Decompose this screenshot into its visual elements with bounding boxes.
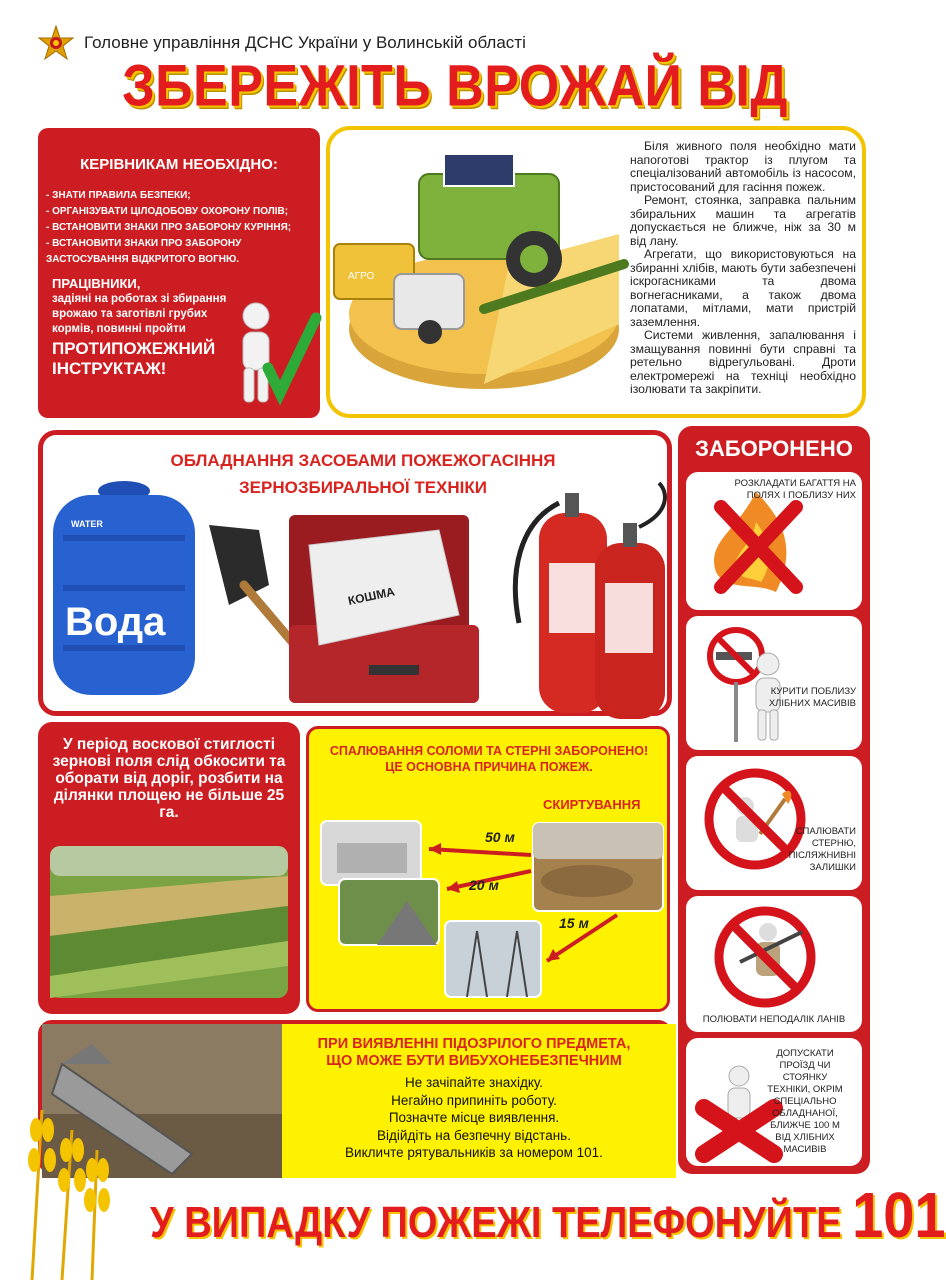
emergency-call-banner	[150, 1177, 946, 1252]
forbidden-caption: ДОПУСКАТИ ПРОЇЗД ЧИ СТОЯНКУ ТЕХНІКИ, ОКРІМ СПЕЦІАЛЬНО ОБЛАДНАНОЇ, БЛИЖЧЕ 100 М ВІД ХЛІБНИХ МАСИВІВ	[767, 1048, 843, 1155]
list-item: - ЗНАТИ ПРАВИЛА БЕЗПЕКИ;	[46, 190, 191, 201]
straw-title-line: СПАЛЮВАННЯ СОЛОМИ ТА СТЕРНІ ЗАБОРОНЕНО!	[329, 744, 649, 758]
forbidden-caption: КУРИТИ ПОБЛИЗУ ХЛІБНИХ МАСИВІВ	[768, 686, 856, 709]
info-paragraph: Системи живлення, запалювання і змащування повинні бути справні та ретельно відрегульовані. Дроти електромережі на техніці необхідно ізолювати та закріпити.	[630, 328, 856, 396]
emergency-call-text: У ВИПАДКУ ПОЖЕЖІ ТЕЛЕФОНУЙТЕ	[150, 1198, 842, 1248]
wheat-ears-icon	[2, 1090, 122, 1280]
emergency-number: 101	[852, 1178, 946, 1251]
forbidden-item	[686, 616, 862, 750]
water-tank-icon	[49, 475, 199, 705]
forbidden-caption: СПАЛЮВАТИ СТЕРНЮ, ПІСЛЯЖНИВНІ ЗАЛИШКИ	[788, 826, 856, 873]
forbidden-item	[686, 1038, 862, 1166]
no-hunting-icon	[710, 902, 820, 1012]
fire-blanket-bag-icon	[289, 505, 489, 705]
forbidden-caption: РОЗКЛАДАТИ БАГАТТЯ НА ПОЛЯХ І ПОБЛИЗУ НИХ	[734, 478, 856, 501]
wax-ripeness-box	[38, 722, 300, 1014]
list-item: - ОРГАНІЗУВАТИ ЦІЛОДОБОВУ ОХОРОНУ ПОЛІВ;	[46, 206, 289, 217]
list-item: - ВСТАНОВИТИ ЗНАКИ ПРО ЗАБОРОНУ КУРІННЯ;	[46, 222, 292, 233]
forbidden-item	[686, 472, 862, 610]
list-item: Не зачіпайте знахідку.	[404, 1075, 544, 1090]
forbidden-title: ЗАБОРОНЕНО	[695, 436, 853, 461]
list-item: - ВСТАНОВИТИ ЗНАКИ ПРО ЗАБОРОНУ ЗАСТОСУВАННЯ ВІДКРИТОГО ВОГНЮ.	[46, 238, 242, 265]
wax-ripeness-text: У період воскової стиглості зернові поля слід обкосити та оборати від доріг, розбити на ділянки площею не більше 25 га.	[52, 736, 286, 821]
blanket-label: КОШМА	[346, 584, 396, 608]
distance-label: 15 м	[559, 915, 589, 931]
combine-harvester-icon	[334, 144, 630, 406]
list-item: Відійдіть на безпечну відстань.	[377, 1127, 571, 1143]
organization-name: Головне управління ДСНС України у Волинській області	[84, 33, 526, 52]
forbidden-item	[686, 896, 862, 1032]
no-smoking-icon	[696, 624, 816, 744]
harvest-info-box	[326, 126, 866, 418]
equipment-box	[38, 430, 672, 716]
info-paragraph: Біля живного поля необхідно мати напоготові трактор із плугом та спеціалізований автомобіль із насосом, пристосований для гасіння пожеж.	[630, 139, 856, 194]
suspicious-object-box	[38, 1020, 672, 1174]
suspicious-steps	[284, 1074, 664, 1162]
page-title: ЗБЕРЕЖІТЬ ВРОЖАЙ ВІД	[122, 53, 788, 119]
straw-title	[315, 743, 663, 775]
person-checkmark-icon	[218, 298, 318, 413]
suspicious-title-line: ПРИ ВИЯВЛЕННІ ПІДОЗРІЛОГО ПРЕДМЕТА,	[317, 1036, 631, 1052]
managers-list	[46, 188, 316, 268]
info-paragraph: Ремонт, стоянка, заправка пальним збиральних машин та агрегатів допускається не ближче, ніж за 30 м від лану.	[630, 193, 856, 248]
suspicious-title	[284, 1036, 664, 1070]
distance-label: 50 м	[485, 829, 515, 845]
list-item: Позначте місце виявлення.	[388, 1110, 560, 1125]
forbidden-caption: ПОЛЮВАТИ НЕПОДАЛІК ЛАНІВ	[702, 1014, 846, 1025]
managers-box	[38, 128, 320, 418]
straw-burning-box	[306, 726, 670, 1012]
fire-extinguisher-icon	[499, 483, 675, 719]
forbidden-box	[678, 426, 870, 1174]
tank-label: Вода	[65, 600, 166, 644]
tank-brand: WATER	[71, 519, 103, 529]
workers-instruction: ПРОТИПОЖЕЖНИЙ ІНСТРУКТАЖ!	[52, 339, 216, 378]
forbidden-item	[686, 756, 862, 890]
info-text	[630, 140, 856, 397]
equipment-title-line: ЗЕРНОЗБИРАЛЬНОЇ ТЕХНІКИ	[239, 478, 487, 497]
equipment-title-line: ОБЛАДНАННЯ ЗАСОБАМИ ПОЖЕЖОГАСІННЯ	[170, 451, 556, 470]
workers-heading: ПРАЦІВНИКИ,	[52, 276, 141, 291]
distance-label: 20 м	[469, 877, 499, 893]
straw-title-line: ЦЕ ОСНОВНА ПРИЧИНА ПОЖЕЖ.	[385, 760, 593, 774]
managers-title: КЕРІВНИКАМ НЕОБХІДНО:	[80, 156, 278, 173]
list-item: Негайно припиніть роботу.	[391, 1092, 557, 1108]
info-paragraph: Агрегати, що використовуються на збиранні хлібів, мають бути забезпечені іскрогасниками та двома вогнегасниками, а також двома лопатами, мітлами, мати пристрій заземлення.	[630, 247, 856, 329]
list-item: Викличте рятувальників за номером 101.	[345, 1145, 603, 1160]
workers-text: задіяні на роботах зі збирання врожаю та заготівлі грубих кормів, повинні пройти	[52, 293, 227, 335]
suspicious-title-line: ЩО МОЖЕ БУТИ ВИБУХОНЕБЕЗПЕЧНИМ	[326, 1053, 622, 1069]
fields-aerial-photo-icon	[50, 846, 288, 998]
truck-label: АГРО	[348, 271, 375, 282]
stacking-label: СКИРТУВАННЯ	[543, 797, 641, 812]
